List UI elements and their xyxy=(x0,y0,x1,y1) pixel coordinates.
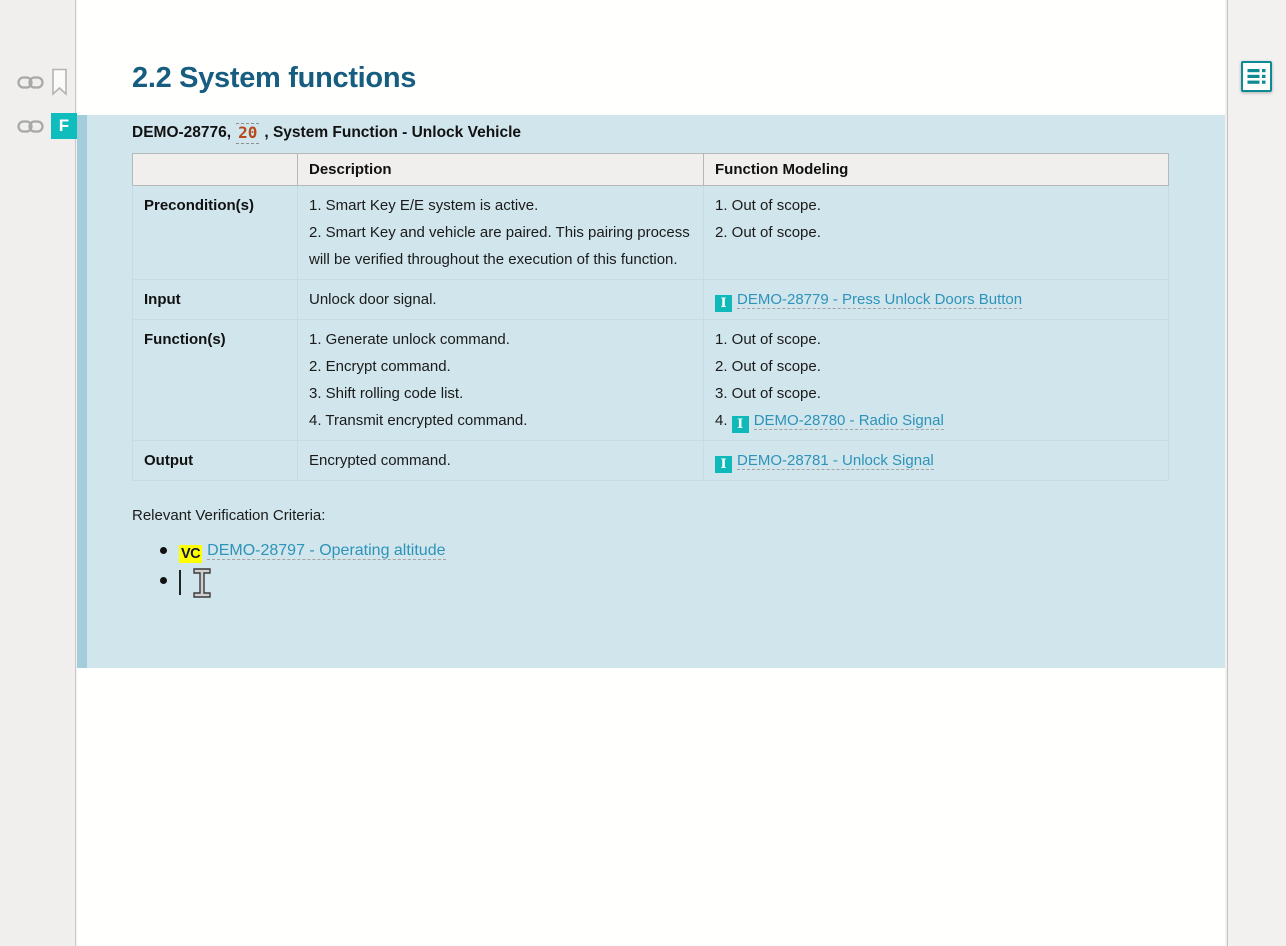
table-of-contents-icon xyxy=(1246,66,1267,87)
verification-criteria-label: Relevant Verification Criteria: xyxy=(132,506,326,524)
output-modeling-cell xyxy=(704,440,1169,480)
description-line: 1. Generate unlock command. xyxy=(309,330,510,348)
output-description-cell xyxy=(298,440,704,480)
description-line: 3. Shift rolling code list. xyxy=(309,384,464,402)
workitem-margin-actions xyxy=(17,113,77,139)
bookmark-icon[interactable] xyxy=(51,68,68,96)
link-demo-28797[interactable]: DEMO-28797 - Operating altitude xyxy=(207,541,446,559)
header-function-modeling: Function Modeling xyxy=(704,153,1169,185)
modeling-item-number: 4. xyxy=(715,411,728,429)
link-demo-28779[interactable]: DEMO-28779 - Press Unlock Doors Button xyxy=(737,290,1023,308)
modeling-line: 1. Out of scope. xyxy=(715,330,821,348)
modeling-line: 2. Out of scope. xyxy=(715,357,821,375)
document-page xyxy=(77,0,1225,946)
table-row xyxy=(133,319,1169,440)
preconditions-modeling-cell xyxy=(704,185,1169,279)
row-label-input: Input xyxy=(133,279,298,319)
ibeam-cursor-icon xyxy=(190,567,214,599)
input-item-icon[interactable]: I xyxy=(715,295,732,312)
modeling-line: 1. Out of scope. xyxy=(715,196,821,214)
right-margin-rail xyxy=(1227,0,1286,946)
functions-modeling-cell xyxy=(704,319,1169,440)
input-description-cell xyxy=(298,279,704,319)
table-row xyxy=(133,440,1169,480)
verification-criterion-icon[interactable]: VC xyxy=(181,545,201,562)
table-header-row xyxy=(133,153,1169,185)
bullet-icon xyxy=(160,577,167,584)
row-label-functions: Function(s) xyxy=(133,319,298,440)
row-label-preconditions: Precondition(s) xyxy=(133,185,298,279)
description-line: 2. Encrypt command. xyxy=(309,357,451,375)
description-line: Unlock door signal. xyxy=(309,290,437,308)
functions-description-cell xyxy=(298,319,704,440)
heading-margin-actions xyxy=(17,68,68,96)
table-row xyxy=(133,279,1169,319)
link-icon[interactable] xyxy=(17,118,44,135)
list-item xyxy=(160,537,1225,564)
verification-criteria-list xyxy=(132,537,1225,599)
preconditions-description-cell xyxy=(298,185,704,279)
workitem-block xyxy=(77,115,1225,668)
description-line: 2. Smart Key and vehicle are paired. This pairing process will be verified throughout the execution of this function. xyxy=(309,223,690,268)
output-item-icon[interactable]: I xyxy=(715,456,732,473)
link-demo-28781[interactable]: DEMO-28781 - Unlock Signal xyxy=(737,451,934,469)
modeling-line: 2. Out of scope. xyxy=(715,223,821,241)
input-modeling-cell xyxy=(704,279,1169,319)
functions-item-icon[interactable]: I xyxy=(732,416,749,433)
workitem-id: DEMO-28776, xyxy=(132,124,232,142)
description-line: Encrypted command. xyxy=(309,451,451,469)
table-of-contents-button[interactable] xyxy=(1241,61,1272,92)
header-empty-cell xyxy=(133,153,298,185)
link-demo-28780[interactable]: DEMO-28780 - Radio Signal xyxy=(753,411,944,429)
modeling-line: 3. Out of scope. xyxy=(715,384,821,402)
table-row xyxy=(133,185,1169,279)
description-line: 4. Transmit encrypted command. xyxy=(309,411,528,429)
description-line: 1. Smart Key E/E system is active. xyxy=(309,196,539,214)
modeling-line xyxy=(715,407,1157,434)
row-label-output: Output xyxy=(133,440,298,480)
priority-icon: 20 xyxy=(238,123,258,142)
bullet-icon xyxy=(160,547,167,554)
empty-list-item[interactable] xyxy=(160,567,1225,599)
section-heading: 2.2 System functions xyxy=(132,62,417,94)
header-description: Description xyxy=(298,153,704,185)
function-table xyxy=(132,153,1169,481)
text-caret xyxy=(179,570,181,595)
workitem-name: , System Function - Unlock Vehicle xyxy=(264,124,522,142)
link-icon[interactable] xyxy=(17,74,44,91)
function-type-icon[interactable]: F xyxy=(51,113,77,139)
left-margin-rail xyxy=(0,0,76,946)
workitem-title xyxy=(132,123,1225,144)
